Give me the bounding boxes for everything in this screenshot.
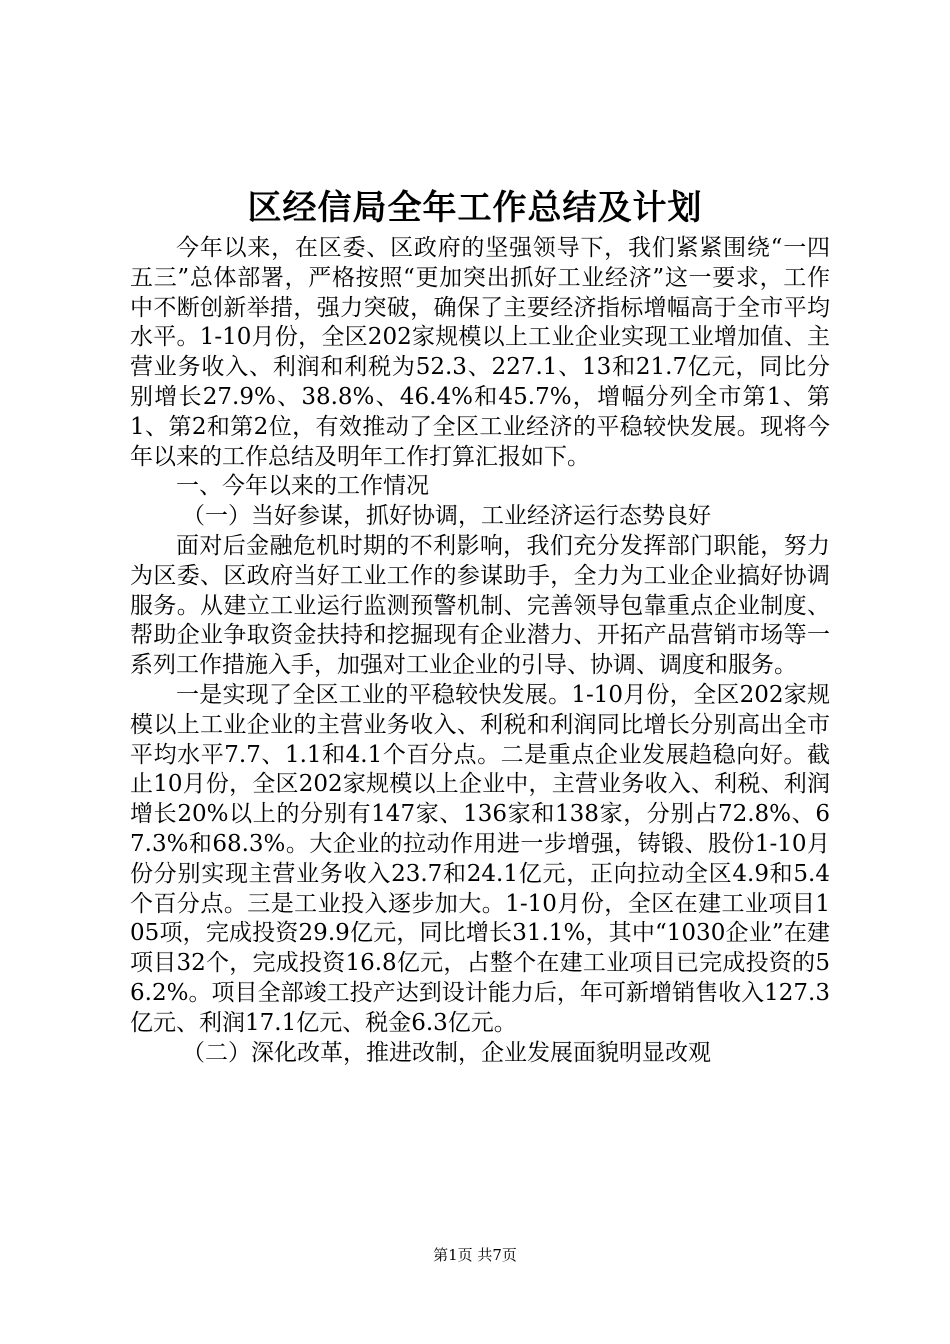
document-body <box>130 234 830 1068</box>
body-paragraph: 一是实现了全区工业的平稳较快发展。1-10月份，全区202家规模以上工业企业的主营业务收入、利税和利润同比增长分别高出全市平均水平7.7、1.1和4.1个百分点。二是重点企业发展趋稳向好。截止10月份，全区202家规模以上企业中，主营业务收入、利税、利润增长20%以上的分别有147家、136家和138家，分别占72.8%、67.3%和68.3%。大企业的拉动作用进一步增强，铸锻、股份1-10月份分别实现主营业务收入23.7和24.1亿元，正向拉动全区4.9和5.4个百分点。三是工业投入逐步加大。1-10月份，全区在建工业项目105项，完成投资29.9亿元，同比增长31.1%，其中“1030企业”在建项目32个，完成投资16.8亿元，占整个在建工业项目已完成投资的56.2%。项目全部竣工投产达到设计能力后，年可新增销售收入127.3亿元、利润17.1亿元、税金6.3亿元。 <box>130 681 830 1036</box>
document-title: 区经信局全年工作总结及计划 <box>247 188 703 228</box>
subsection-heading-2: （二）深化改革，推进改制，企业发展面貌明显改观 <box>182 1039 711 1066</box>
page-footer: 第1页 共7页 <box>433 1246 517 1264</box>
intro-paragraph: 今年以来，在区委、区政府的坚强领导下，我们紧紧围绕“一四五三”总体部署，严格按照“更加突出抓好工业经济”这一要求，工作中不断创新举措，强力突破，确保了主要经济指标增幅高于全市平均水平。1-10月份，全区202家规模以上工业企业实现工业增加值、主营业务收入、利润和利税为52.3、227.1、13和21.7亿元，同比分别增长27.9%、38.8%、46.4%和45.7%，增幅分列全市第1、第1、第2和第2位，有效推动了全区工业经济的平稳较快发展。现将今年以来的工作总结及明年工作打算汇报如下。 <box>130 235 830 470</box>
section-heading: 一、今年以来的工作情况 <box>176 473 429 500</box>
body-paragraph: 面对后金融危机时期的不利影响，我们充分发挥部门职能，努力为区委、区政府当好工业工作的参谋助手，全力为工业企业搞好协调服务。从建立工业运行监测预警机制、完善领导包靠重点企业制度、帮助企业争取资金扶持和挖掘现有企业潜力、开拓产品营销市场等一系列工作措施入手，加强对工业企业的引导、协调、调度和服务。 <box>130 532 830 679</box>
subsection-heading-1: （一）当好参谋，抓好协调，工业经济运行态势良好 <box>182 503 711 530</box>
